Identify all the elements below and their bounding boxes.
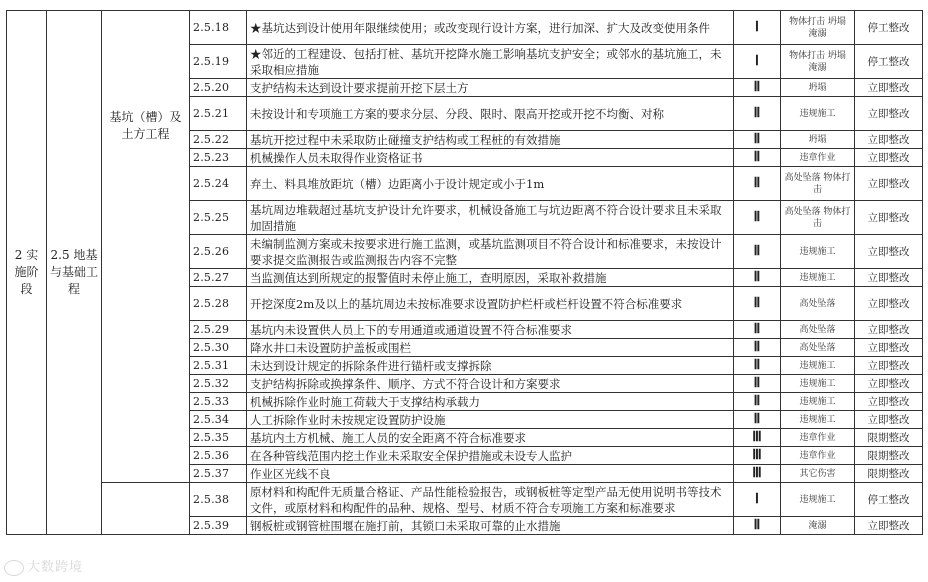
type-cell: 物体打击 坍塌 淹溺: [781, 45, 855, 79]
type-cell: 违规施工: [781, 411, 855, 429]
level-cell: Ⅱ: [734, 131, 781, 149]
code-cell: 2.5.37: [190, 465, 247, 483]
code-cell: 2.5.20: [190, 79, 247, 97]
table-row: [7, 11, 923, 45]
code-cell: 2.5.39: [190, 517, 247, 535]
desc-cell: ★邻近的工程建设、包括打桩、基坑开挖降水施工影响基坑支护安全；或邻水的基坑施工，未采取相应措施: [247, 45, 734, 79]
level-cell: Ⅱ: [734, 167, 781, 201]
table-row: [7, 483, 923, 517]
watermark-logo-icon: [4, 560, 24, 576]
desc-cell: 机械操作人员未取得作业资格证书: [247, 149, 734, 167]
code-cell: 2.5.26: [190, 235, 247, 269]
desc-cell: 未按设计和专项施工方案的要求分层、分段、限时、限高开挖或开挖不均衡、对称: [247, 97, 734, 131]
level-cell: Ⅱ: [734, 149, 781, 167]
type-cell: 违章作业: [781, 429, 855, 447]
level-cell: Ⅱ: [734, 339, 781, 357]
desc-cell: 在各种管线范围内挖土作业未采取安全保护措施或未设专人监护: [247, 447, 734, 465]
code-cell: 2.5.28: [190, 287, 247, 321]
action-cell: 限期整改: [855, 429, 923, 447]
type-cell: 违规施工: [781, 357, 855, 375]
desc-cell: 机械拆除作业时施工荷载大于支撑结构承载力: [247, 393, 734, 411]
level-cell: Ⅱ: [734, 375, 781, 393]
code-cell: 2.5.38: [190, 483, 247, 517]
code-cell: 2.5.31: [190, 357, 247, 375]
level-cell: Ⅲ: [734, 447, 781, 465]
desc-cell: 支护结构拆除或换撑条件、顺序、方式不符合设计和方案要求: [247, 375, 734, 393]
level-cell: Ⅰ: [734, 11, 781, 45]
desc-cell: 基坑内土方机械、施工人员的安全距离不符合标准要求: [247, 429, 734, 447]
desc-cell: 未编制监测方案或未按要求进行施工监测，或基坑监测项目不符合设计和标准要求，未按设计要求提交监测报告或监测报告内容不完整: [247, 235, 734, 269]
type-cell: 物体打击 坍塌 淹溺: [781, 11, 855, 45]
action-cell: 限期整改: [855, 447, 923, 465]
code-cell: 2.5.33: [190, 393, 247, 411]
type-cell: 违规施工: [781, 97, 855, 131]
action-cell: 立即整改: [855, 167, 923, 201]
hazard-table-body: [7, 11, 923, 535]
code-cell: 2.5.22: [190, 131, 247, 149]
type-cell: 违规施工: [781, 393, 855, 411]
code-cell: 2.5.21: [190, 97, 247, 131]
action-cell: 立即整改: [855, 517, 923, 535]
action-cell: 立即整改: [855, 287, 923, 321]
code-cell: 2.5.32: [190, 375, 247, 393]
action-cell: 立即整改: [855, 321, 923, 339]
level-cell: Ⅱ: [734, 357, 781, 375]
action-cell: 立即整改: [855, 411, 923, 429]
desc-cell: 支护结构未达到设计要求提前开挖下层土方: [247, 79, 734, 97]
action-cell: 立即整改: [855, 201, 923, 235]
code-cell: 2.5.30: [190, 339, 247, 357]
type-cell: 坍塌: [781, 131, 855, 149]
type-cell: 其它伤害: [781, 465, 855, 483]
type-cell: 违规施工: [781, 269, 855, 287]
action-cell: 停工整改: [855, 11, 923, 45]
action-cell: 停工整改: [855, 45, 923, 79]
code-cell: 2.5.24: [190, 167, 247, 201]
action-cell: 立即整改: [855, 235, 923, 269]
action-cell: 立即整改: [855, 131, 923, 149]
code-cell: 2.5.18: [190, 11, 247, 45]
desc-cell: 钢板桩或钢管桩围堰在施打前，其锁口未采取可靠的止水措施: [247, 517, 734, 535]
action-cell: 立即整改: [855, 339, 923, 357]
level-cell: Ⅱ: [734, 517, 781, 535]
desc-cell: 未达到设计规定的拆除条件进行锚杆或支撑拆除: [247, 357, 734, 375]
watermark: [4, 556, 83, 576]
level-cell: Ⅱ: [734, 411, 781, 429]
desc-cell: ★基坑达到设计使用年限继续使用；或改变现行设计方案，进行加深、扩大及改变使用条件: [247, 11, 734, 45]
type-cell: 违规施工: [781, 375, 855, 393]
desc-cell: 基坑周边堆载超过基坑支护设计允许要求，机械设备施工与坑边距离不符合设计要求且未采取加固措施: [247, 201, 734, 235]
desc-cell: 开挖深度2m及以上的基坑周边未按标准要求设置防护栏杆或栏杆设置不符合标准要求: [247, 287, 734, 321]
desc-cell: 基坑开挖过程中未采取防止碰撞支护结构或工程桩的有效措施: [247, 131, 734, 149]
watermark-text: 大数跨境: [27, 560, 84, 575]
code-cell: 2.5.35: [190, 429, 247, 447]
action-cell: 限期整改: [855, 465, 923, 483]
desc-cell: 基坑内未设置供人员上下的专用通道或通道设置不符合标准要求: [247, 321, 734, 339]
level-cell: Ⅱ: [734, 321, 781, 339]
level-cell: Ⅱ: [734, 201, 781, 235]
type-cell: 高处坠落: [781, 321, 855, 339]
action-cell: 停工整改: [855, 483, 923, 517]
desc-cell: 当监测值达到所规定的报警值时未停止施工，查明原因，采取补救措施: [247, 269, 734, 287]
level-cell: Ⅱ: [734, 269, 781, 287]
action-cell: 立即整改: [855, 375, 923, 393]
level-cell: Ⅱ: [734, 393, 781, 411]
type-cell: 违章作业: [781, 447, 855, 465]
type-cell: 违规施工: [781, 235, 855, 269]
action-cell: 立即整改: [855, 79, 923, 97]
type-cell: 违规施工: [781, 483, 855, 517]
action-cell: 立即整改: [855, 269, 923, 287]
action-cell: 立即整改: [855, 393, 923, 411]
type-cell: 违章作业: [781, 149, 855, 167]
desc-cell: 人工拆除作业时未按规定设置防护设施: [247, 411, 734, 429]
action-cell: 立即整改: [855, 97, 923, 131]
section-empty-cell: [102, 483, 190, 535]
level-cell: Ⅲ: [734, 465, 781, 483]
level-cell: Ⅲ: [734, 429, 781, 447]
code-cell: 2.5.19: [190, 45, 247, 79]
desc-cell: 弃土、料具堆放距坑（槽）边距离小于设计规定或小于1m: [247, 167, 734, 201]
substage-cell: 2.5 地基与基础工程: [47, 11, 102, 535]
type-cell: 高处坠落: [781, 339, 855, 357]
type-cell: 高处坠落 物体打击: [781, 201, 855, 235]
level-cell: Ⅰ: [734, 45, 781, 79]
desc-cell: 作业区光线不良: [247, 465, 734, 483]
code-cell: 2.5.23: [190, 149, 247, 167]
level-cell: Ⅱ: [734, 287, 781, 321]
type-cell: 淹溺: [781, 517, 855, 535]
level-cell: Ⅰ: [734, 483, 781, 517]
stage-cell: 2 实施阶段: [7, 11, 47, 535]
code-cell: 2.5.25: [190, 201, 247, 235]
action-cell: 立即整改: [855, 149, 923, 167]
code-cell: 2.5.36: [190, 447, 247, 465]
hazard-table: [6, 10, 923, 535]
level-cell: Ⅱ: [734, 235, 781, 269]
code-cell: 2.5.29: [190, 321, 247, 339]
code-cell: 2.5.34: [190, 411, 247, 429]
action-cell: 立即整改: [855, 357, 923, 375]
code-cell: 2.5.27: [190, 269, 247, 287]
type-cell: 高处坠落: [781, 287, 855, 321]
type-cell: 坍塌: [781, 79, 855, 97]
level-cell: Ⅱ: [734, 97, 781, 131]
desc-cell: 降水井口未设置防护盖板或围栏: [247, 339, 734, 357]
level-cell: Ⅱ: [734, 79, 781, 97]
type-cell: 高处坠落 物体打击: [781, 167, 855, 201]
desc-cell: 原材料和构配件无质量合格证、产品性能检验报告，或钢板桩等定型产品无使用说明书等技术文件，或原材料和构配件的品种、规格、型号、材质不符合专项施工方案和标准要求: [247, 483, 734, 517]
section-cell: 基坑（槽）及土方工程: [102, 11, 190, 483]
